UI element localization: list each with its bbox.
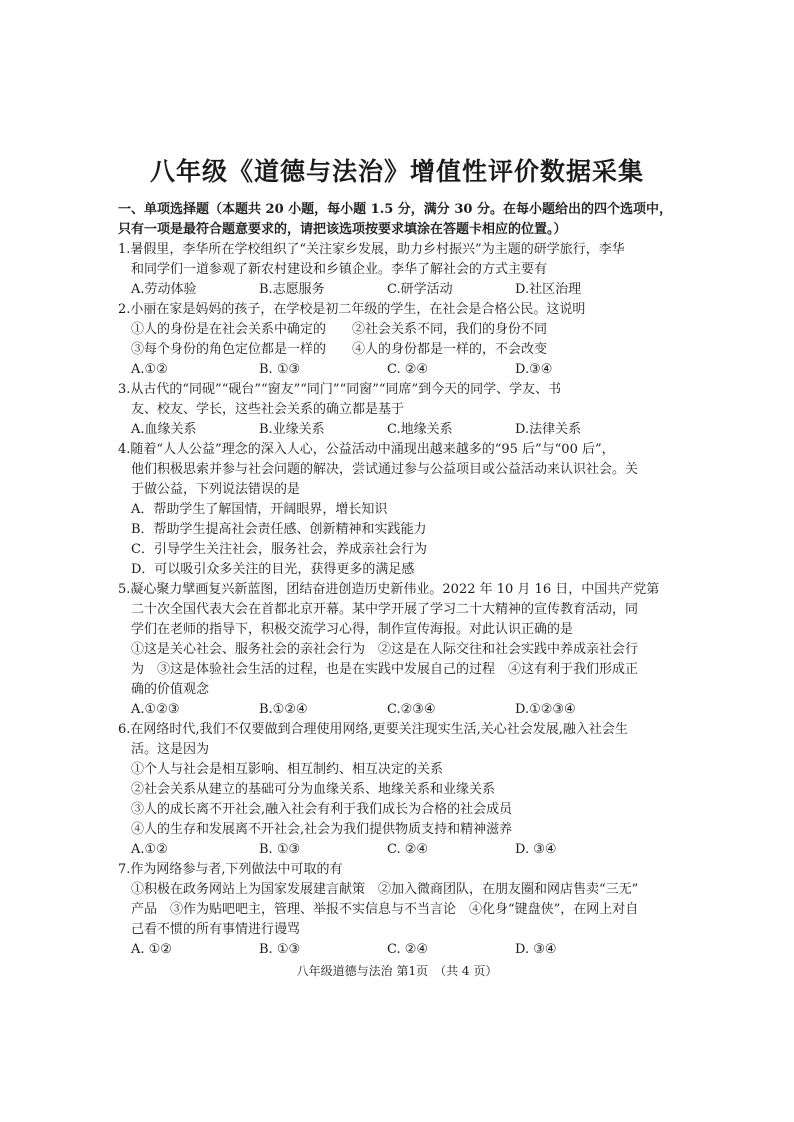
option-c: C.研学活动 xyxy=(387,282,453,297)
option-c: C.②③④ xyxy=(387,702,436,717)
option-c: C. ②④ xyxy=(387,942,429,957)
option-d: D.③④ xyxy=(515,362,553,377)
options xyxy=(118,700,678,720)
question-5: 5.凝心聚力擘画复兴新蓝图，团结奋进创造历史新伟业。2022 年 10 月 16 日，中国共产党第 二十次全国代表大会在首都北京开幕。某中学开展了学习二十大精神的宣传教育活动，同 学们在老师的指导下，积极交流学习心得，制作宣传海报。对此认识正确的是 ①这是关心社会、服务社会的亲社会行为 ②这是在人际交往和社会实践中养成亲社会行 为 ③这是体验社会生活的过程，也是在实践中发展自己的过程 ④这有利于我们形成正 确的价值观念 A.①②③ B.①②④ C.②③④ D.①②③④ xyxy=(118,580,678,720)
option-a: A．帮助学生了解国情，开阔眼界，增长知识 xyxy=(131,502,388,517)
option-d: D.①②③④ xyxy=(515,702,576,717)
option-d: D.社区治理 xyxy=(515,282,582,297)
question-1: 1.暑假里，李华所在学校组织了“关注家乡发展，助力乡村振兴”为主题的研学旅行，李华 和同学们一道参观了新农村建设和乡镇企业。李华了解社会的方式主要有 A.劳动体验 B.志愿服务 C.研学活动 D.社区治理 xyxy=(118,240,678,300)
options xyxy=(118,420,678,440)
question-3: 3.从古代的“同砚”“砚台”“窗友”“同门”“同窗”“同席”到今天的同学、学友、书 友、校友、学长，这些社会关系的确立都是基于 A.血缘关系 B.业缘关系 C.地缘关系 D.法律关系 xyxy=(118,380,678,440)
option-a: A.①②③ xyxy=(131,702,180,717)
option-d: D.法律关系 xyxy=(515,422,582,437)
options xyxy=(118,360,678,380)
option-c: C.地缘关系 xyxy=(387,422,453,437)
page-title: 八年级《道德与法治》增值性评价数据采集 xyxy=(149,157,644,186)
question-4: 4.随着“人人公益”理念的深入人心，公益活动中涌现出越来越多的“95 后”与“00 后”， 他们积极思索并参与社会问题的解决，尝试通过参与公益项目或公益活动来认识社会。关 于做公益，下列说法错误的是 A．帮助学生了解国情，开阔眼界，增长知识 B．帮助学生提高社会责任感、创新精神和实践能力 C．引导学生关注社会，服务社会，养成亲社会行为 D．可以吸引众多关注的目光，获得更多的满足感 xyxy=(118,440,678,580)
option-a: A.①② xyxy=(131,842,168,857)
option-b: B. ①③ xyxy=(259,362,301,377)
option-a: A.血缘关系 xyxy=(131,422,197,437)
option-d: D. ③④ xyxy=(515,942,557,957)
option-d: D．可以吸引众多关注的目光，获得更多的满足感 xyxy=(131,562,415,577)
option-b: B.①②④ xyxy=(259,702,308,717)
options xyxy=(118,280,678,300)
option-b: B.业缘关系 xyxy=(259,422,325,437)
section-heading: 一、单项选择题（本题共 20 小题，每小题 1.5 分，满分 30 分。在每小题给出的四个选项中， 只有一项是最符合题意要求的，请把该选项按要求填涂在答题卡相应的位置。） xyxy=(118,202,672,237)
option-c: C．引导学生关注社会，服务社会，养成亲社会行为 xyxy=(131,542,427,557)
question-6: 6.在网络时代,我们不仅要做到合理使用网络,更要关注现实生活,关心社会发展,融入社会生 活。这是因为 ①个人与社会是相互影响、相互制约、相互决定的关系 ②社会关系从建立的基础可分为血缘关系、地缘关系和业缘关系 ③人的成长离不开社会,融入社会有利于我们成长为合格的社会成员 ④人的生存和发展离不开社会,社会为我们提供物质支持和精神滋养 A.①② B. ①③ C. ②④ D. ③④ xyxy=(118,720,678,860)
option-a: A.①② xyxy=(131,362,168,377)
option-d: D. ③④ xyxy=(515,842,557,857)
option-c: C. ②④ xyxy=(387,362,429,377)
option-c: C. ②④ xyxy=(387,842,429,857)
question-2: 2.小丽在家是妈妈的孩子，在学校是初二年级的学生，在社会是合格公民。这说明 ①人的身份是在社会关系中确定的 ②社会关系不同，我们的身份不同 ③每个身份的角色定位都是一样的 ④人的身份都是一样的，不会改变 A.①② B. ①③ C. ②④ D.③④ xyxy=(118,300,678,380)
option-b: B. ①③ xyxy=(259,842,301,857)
page-footer: 八年级道德与法治 第1页 （共 4 页） xyxy=(296,964,498,978)
options xyxy=(118,940,678,960)
question-content xyxy=(118,200,678,960)
option-b: B．帮助学生提高社会责任感、创新精神和实践能力 xyxy=(131,522,427,537)
option-b: B. ①③ xyxy=(259,942,301,957)
question-7: 7.作为网络参与者,下列做法中可取的有 ①积极在政务网站上为国家发展建言献策 ②加入微商团队，在朋友圈和网店售卖“三无” 产品 ③作为贴吧吧主，管理、举报不实信息与不当言论 ④化身“键盘侠”，在网上对自 己看不惯的所有事情进行谩骂 A. ①② B. ①③ C. ②④ D. ③④ xyxy=(118,860,678,960)
options xyxy=(118,840,678,860)
option-b: B.志愿服务 xyxy=(259,282,325,297)
option-a: A. ①② xyxy=(131,942,172,957)
option-a: A.劳动体验 xyxy=(131,282,197,297)
